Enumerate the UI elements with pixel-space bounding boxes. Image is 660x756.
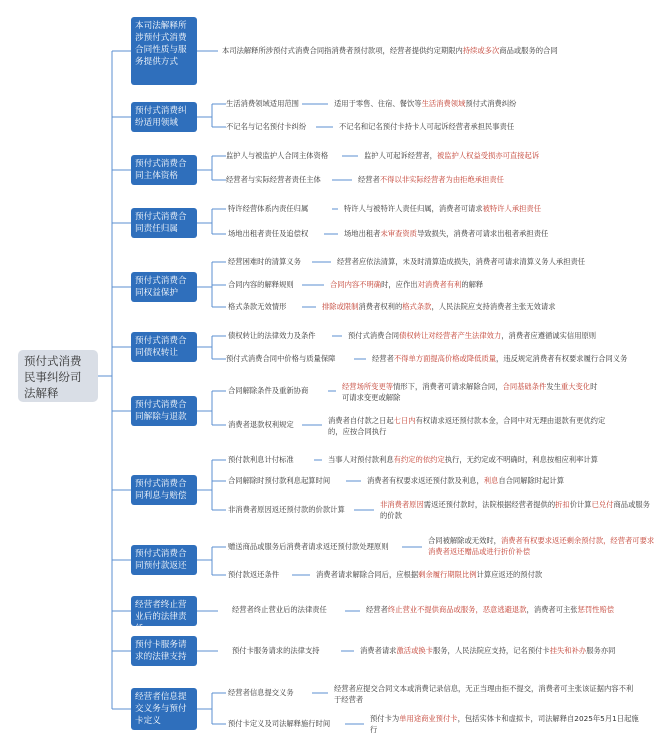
highlight-text: 格式条款: [402, 302, 432, 311]
plain-text: 消费者有权要求返还预付款及利息，: [367, 476, 484, 485]
detail-text: [334, 684, 634, 705]
plain-text: 的解释: [461, 280, 484, 289]
topic-business-termination[interactable]: 经营者终止营业后的法律责任: [131, 596, 197, 626]
detail-text: [337, 257, 647, 268]
highlight-text: 剩余履行期限比例: [418, 570, 477, 579]
detail-text: [328, 455, 638, 466]
topic-termination-refund[interactable]: 预付式消费合同解除与退款: [131, 396, 197, 426]
leaf-label[interactable]: 预付款利息计付标准: [228, 455, 294, 464]
plain-text: 经营者: [366, 605, 388, 614]
topic-prepayment-return[interactable]: 预付式消费合同预付款返还: [131, 545, 197, 575]
detail-text: [339, 122, 639, 133]
leaf-label[interactable]: 合同解除时预付款利息起算时间: [228, 476, 331, 485]
leaf-label[interactable]: 预付式消费合同中价格与质量保障: [226, 354, 336, 363]
highlight-text: 重大变化: [560, 382, 591, 391]
plain-text: 当事人对预付款利息: [328, 455, 394, 464]
detail-text: [367, 476, 647, 487]
highlight-text: 对消费者有利: [417, 280, 462, 289]
highlight-text: 合同内容不明确: [330, 280, 382, 289]
highlight-text: 非消费者原因: [380, 500, 424, 509]
topic-applicable-scope[interactable]: 预付式消费纠纷适用领域: [131, 102, 197, 132]
plain-text: 预付式消费合同: [348, 331, 400, 340]
highlight-text: 终止营业不提供商品或服务，恶意逃避退款: [387, 605, 527, 614]
leaf-label[interactable]: 合同解除条件及重新协商: [228, 386, 309, 395]
detail-text: [334, 99, 634, 110]
plain-text: 时可请求变更或解除: [342, 382, 598, 402]
detail-text: [366, 605, 656, 616]
plain-text: 经营者: [358, 175, 380, 184]
plain-text: 执行，无约定或不明确时，利息按相应利率计算: [444, 455, 598, 464]
plain-text: 情形下，消费者可请求解除合同，: [393, 382, 503, 391]
topic-contract-nature[interactable]: 本司法解释所涉预付式消费合同性质与服务提供方式: [131, 17, 197, 85]
detail-text: [316, 570, 626, 581]
plain-text: 经营者应提交合同文本或消费记录信息，无正当理由拒不提交，消费者可主张该证据内容不利于经营者: [334, 684, 634, 704]
leaf-label[interactable]: 经营者与实际经营者责任主体: [226, 175, 321, 184]
plain-text: 预付卡为: [370, 714, 400, 723]
leaf-label[interactable]: 非消费者原因返还预付款的价款计算: [228, 505, 345, 514]
plain-text: 服务，人民法院应支持，记名预付卡: [432, 646, 550, 655]
detail-text: [364, 151, 644, 162]
plain-text: 消费者权利的: [358, 302, 403, 311]
highlight-text: 不得单方面提高价格或降低质量: [393, 354, 497, 363]
leaf-label[interactable]: 赠送商品或服务后消费者请求返还预付款处理原则: [228, 542, 389, 551]
detail-text: [342, 382, 602, 403]
topic-interest-compensation[interactable]: 预付式消费合同利息与赔偿: [131, 475, 197, 505]
highlight-text: 生活消费领域: [421, 99, 466, 108]
detail-text: [222, 46, 642, 57]
leaf-label[interactable]: 经营者信息提交义务: [228, 688, 294, 697]
detail-text: [322, 302, 642, 313]
highlight-text: 有约定的依约定: [393, 455, 445, 464]
leaf-label[interactable]: 监护人与被监护人合同主体资格: [226, 151, 329, 160]
plain-text: 商品或服务的合同: [499, 46, 558, 55]
plain-text: ，人民法院应支持消费者主张无效请求: [431, 302, 556, 311]
highlight-text: 消费者有权要求返还剩余预付款，经营者可要求消费者返还赠品或进行折价补偿: [428, 536, 655, 556]
plain-text: 时，应作出: [381, 280, 418, 289]
plain-text: 消费者自付款之日起: [328, 416, 394, 425]
highlight-text: 折扣: [555, 500, 570, 509]
plain-text: 服务亦同: [586, 646, 616, 655]
plain-text: 消费者请求解除合同后，应根据: [316, 570, 419, 579]
highlight-text: 持续或多次: [462, 46, 500, 55]
plain-text: 导致损失，消费者可请求出租者承担责任: [416, 229, 549, 238]
detail-text: [344, 229, 644, 240]
leaf-label[interactable]: 格式条款无效情形: [228, 302, 287, 311]
leaf-label[interactable]: 经营困难时的清算义务: [228, 257, 301, 266]
plain-text: 有权请求返还预付款本金，合同中对无理由退款有更优约定的，应按合同执行: [328, 416, 606, 436]
highlight-text: 利息: [483, 476, 499, 485]
plain-text: 计算应返还的预付款: [476, 570, 543, 579]
topic-card-service-request[interactable]: 预付卡服务请求的法律支持: [131, 636, 197, 666]
topic-party-qualification[interactable]: 预付式消费合同主体资格: [131, 155, 197, 185]
plain-text: 特许人与被特许人责任归属，消费者可请求: [344, 204, 483, 213]
plain-text: 本司法解释所涉预付式消费合同指消费者预付款项，经营者提供约定期限内: [222, 46, 463, 55]
plain-text: ，违反规定消费者有权要求履行合同义务: [496, 354, 628, 363]
highlight-text: 惩罚性赔偿: [577, 605, 615, 614]
plain-text: 场地出租者: [344, 229, 381, 238]
highlight-text: 被特许人承担责任: [482, 204, 542, 213]
leaf-label[interactable]: 生活消费领域适用范围: [226, 99, 299, 108]
plain-text: 经营者应依法清算，未及时清算造成损失，消费者可请求清算义务人承担责任: [337, 257, 586, 266]
topic-liability-attribution[interactable]: 预付式消费合同责任归属: [131, 208, 197, 238]
plain-text: 消费者请求: [360, 646, 397, 655]
leaf-label[interactable]: 债权转让的法律效力及条件: [228, 331, 316, 340]
highlight-text: 激活或换卡: [396, 646, 433, 655]
plain-text: ，包括实体卡和虚拟卡，司法解释自2025年5月1日起施行: [370, 714, 639, 734]
highlight-text: 合同基础条件: [502, 382, 547, 391]
highlight-text: 被监护人权益受损亦可直接起诉: [436, 151, 540, 160]
detail-text: [380, 500, 650, 521]
highlight-text: 债权转让对经营者产生法律效力: [399, 331, 502, 340]
topic-info-disclosure[interactable]: 经营者信息提交义务与预付卡定义: [131, 688, 197, 730]
detail-text: [360, 646, 656, 657]
highlight-text: 经营场所变更等: [342, 382, 394, 391]
topic-claim-transfer[interactable]: 预付式消费合同债权转让: [131, 332, 197, 362]
detail-text: [370, 714, 640, 735]
leaf-label[interactable]: 不记名与记名预付卡纠纷: [226, 122, 307, 131]
detail-text: [428, 536, 656, 557]
plain-text: 合同被解除或无效时，: [428, 536, 501, 545]
detail-text: [348, 331, 648, 342]
highlight-text: 已兑付: [591, 500, 614, 509]
detail-text: [328, 416, 608, 437]
leaf-label[interactable]: 场地出租者责任及追偿权: [228, 229, 309, 238]
plain-text: 监护人可起诉经营者，: [364, 151, 437, 160]
leaf-label[interactable]: 合同内容的解释规则: [228, 280, 294, 289]
plain-text: 价计算: [569, 500, 592, 509]
plain-text: 自合同解除时起计算: [498, 476, 565, 485]
highlight-text: 单用途商业预付卡: [399, 714, 458, 723]
plain-text: 商品或服务的价款: [380, 500, 650, 520]
highlight-text: 未审查资质: [380, 229, 417, 238]
plain-text: 需返还预付款时，法院根据经营者提供的: [423, 500, 556, 509]
leaf-label[interactable]: 预付卡定义及司法解释施行时间: [228, 719, 331, 728]
plain-text: 预付式消费纠纷: [465, 99, 517, 108]
leaf-label[interactable]: 预付卡服务请求的法律支持: [232, 646, 320, 655]
plain-text: 不记名和记名预付卡持卡人可起诉经营者承担民事责任: [339, 122, 515, 131]
root-topic: 预付式消费民事纠纷司法解释: [18, 350, 98, 402]
highlight-text: 挂失和补办: [549, 646, 587, 655]
topic-rights-protection[interactable]: 预付式消费合同权益保护: [131, 272, 197, 302]
plain-text: ，消费者应遵循诚实信用原则: [501, 331, 597, 340]
plain-text: 发生: [546, 382, 561, 391]
detail-text: [358, 175, 638, 186]
detail-text: [372, 354, 658, 365]
plain-text: ，消费者可主张: [526, 605, 578, 614]
leaf-label[interactable]: 特许经营体系内责任归属: [228, 204, 309, 213]
leaf-label[interactable]: 消费者退款权利规定: [228, 420, 294, 429]
highlight-text: 排除或限制: [322, 302, 359, 311]
detail-text: [330, 280, 640, 291]
plain-text: 经营者: [372, 354, 394, 363]
highlight-text: 七日内: [393, 416, 416, 425]
leaf-label[interactable]: 预付款返还条件: [228, 570, 280, 579]
detail-text: [344, 204, 644, 215]
plain-text: 适用于零售、住宿、餐饮等: [334, 99, 422, 108]
leaf-label[interactable]: 经营者终止营业后的法律责任: [232, 605, 327, 614]
highlight-text: 不得以非实际经营者为由拒绝承担责任: [379, 175, 504, 184]
